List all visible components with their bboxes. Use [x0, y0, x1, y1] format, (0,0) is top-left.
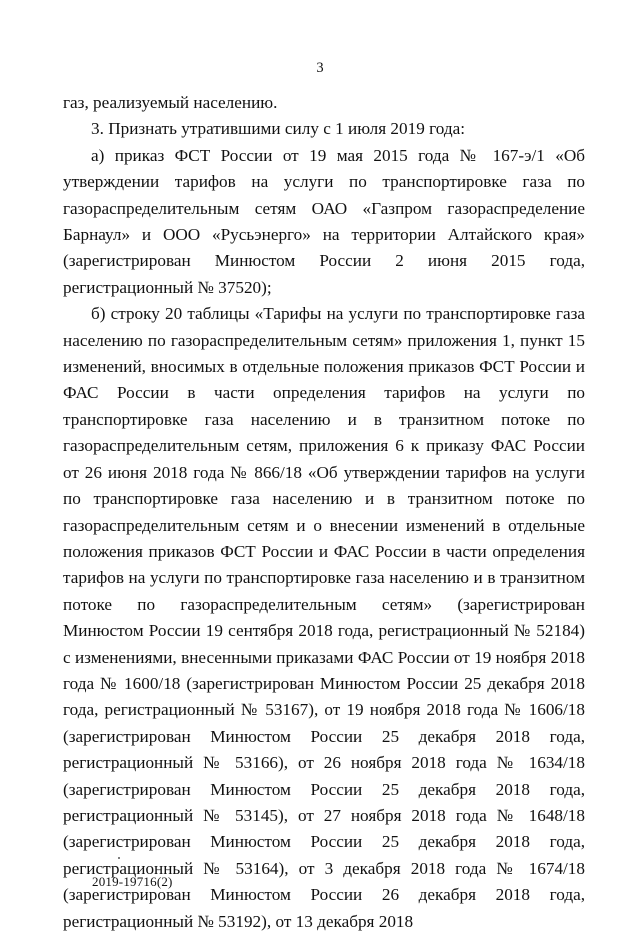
paragraph-subitem-a: а) приказ ФСТ России от 19 мая 2015 года № 167-э/1 «Об утверждении тарифов на услуги по транспортировке газа по газораспределительным сетям ОАО «Газпром газораспределение Барнаул» и ООО «Русьэнерго» на территории Алтайского края» (зарегистрирован Минюстом России 2 июня 2015 года, регистрационный № 37520);: [63, 145, 585, 297]
document-code: 2019-19716(2): [92, 874, 173, 889]
page-number: 3: [316, 60, 324, 76]
paragraph-subitem-b: б) строку 20 таблицы «Тарифы на услуги по транспортировке газа населению по газораспределительным сетям» приложения 1, пункт 15 изменений, вносимых в отдельные положения приказов ФСТ России и ФАС России в части определения тарифов на услуги по транспортировке газа населению и в транзитном потоке по газораспределительным сетям, приложения 6 к приказу ФАС России от 26 июня 2018 года № 866/18 «Об утверждении тарифов на услуги по транспортировке газа населению и в транзитном потоке по газораспределительным сетям и о внесении изменений в отдельные положения приказов ФСТ России и ФАС России в части определения тарифов на услуги по транспортировке газа населению и в транзитном потоке по газораспределительным сетям» (зарегистрирован Минюстом России 19 сентября 2018 года, регистрационный № 52184) с изменениями, внесенными приказами ФАС России от 19 ноября 2018 года № 1600/18 (зарегистрирован Минюстом России 25 декабря 2018 года, регистрационный № 53167), от 19 ноября 2018 года № 1606/18 (зарегистрирован Минюстом России 25 декабря 2018 года, регистрационный № 53166), от 26 ноября 2018 года № 1634/18 (зарегистрирован Минюстом России 25 декабря 2018 года, регистрационный № 53145), от 27 ноября 2018 года № 1648/18 (зарегистрирован Минюстом России 25 декабря 2018 года, регистрационный № 53164), от 3 декабря 2018 года № 1674/18 (зарегистрирован Минюстом России 26 декабря 2018 года, регистрационный № 53192), от 13 декабря 2018: [63, 304, 585, 931]
scan-dot: [118, 857, 120, 859]
document-body: [63, 90, 585, 935]
paragraph-continuation: газ, реализуемый населению.: [63, 93, 278, 112]
paragraph-item-3: 3. Признать утратившими силу с 1 июля 2019 года:: [91, 119, 465, 139]
